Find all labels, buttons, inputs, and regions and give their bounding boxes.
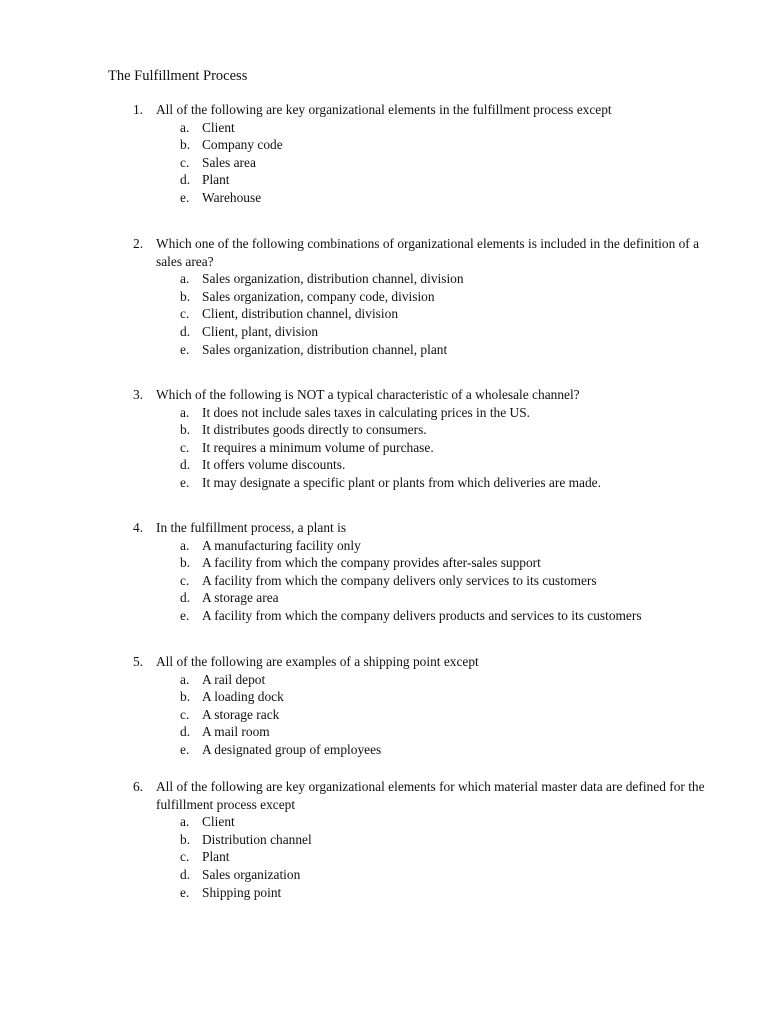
option-text: Sales organization, company code, division [202,288,435,304]
option-letter: b. [180,288,191,304]
option-letter: c. [180,306,190,322]
option-d [0,723,768,741]
option-b [0,288,768,306]
option-letter: c. [180,706,190,722]
option-letter: d. [180,724,191,740]
question-text: Which of the following is NOT a typical characteristic of a wholesale channel? [156,387,580,402]
option-text: Client, plant, division [202,323,319,339]
option-text: Sales area [202,154,256,170]
option-list [0,119,768,207]
option-e [0,607,768,625]
option-c [0,305,768,323]
option-text: A loading dock [202,689,284,705]
option-d [0,171,768,189]
option-c [0,154,768,172]
option-b [0,421,768,439]
option-c [0,848,768,866]
option-a [0,813,768,831]
option-letter: e. [180,607,190,623]
option-letter: e. [180,741,190,757]
option-letter: a. [180,537,190,553]
question-text: All of the following are examples of a shipping point except [156,654,479,669]
option-letter: e. [180,474,190,490]
option-text: Company code [202,137,283,153]
document-title: The Fulfillment Process [108,68,248,84]
option-text: A storage rack [202,706,280,722]
option-text: A mail room [202,724,270,740]
option-e [0,341,768,359]
option-text: Distribution channel [202,831,312,847]
option-text: A facility from which the company delivers products and services to its customers [202,607,642,623]
option-text: Shipping point [202,884,282,900]
option-letter: c. [180,572,190,588]
option-text: A designated group of employees [202,741,382,757]
option-text: A facility from which the company provides after-sales support [202,555,541,571]
option-b [0,136,768,154]
option-list [0,270,768,358]
option-a [0,270,768,288]
option-letter: c. [180,154,190,170]
option-text: Sales organization [202,866,301,882]
option-b [0,688,768,706]
option-text: It distributes goods directly to consumers. [202,422,427,438]
question-number: 2. [133,236,144,251]
option-letter: b. [180,831,191,847]
option-text: Sales organization, distribution channel, division [202,271,464,287]
option-a [0,404,768,422]
option-text: Client, distribution channel, division [202,306,399,322]
option-letter: b. [180,137,191,153]
option-a [0,671,768,689]
option-letter: c. [180,439,190,455]
option-d [0,589,768,607]
option-text: Warehouse [202,189,262,205]
question-number: 3. [133,387,144,402]
option-letter: a. [180,404,190,420]
option-c [0,706,768,724]
option-list [0,537,768,625]
option-letter: d. [180,457,191,473]
option-letter: d. [180,323,191,339]
option-text: Client [202,814,235,830]
option-text: A manufacturing facility only [202,537,361,553]
option-letter: d. [180,172,191,188]
option-letter: d. [180,590,191,606]
option-text: Sales organization, distribution channel, plant [202,341,448,357]
option-d [0,323,768,341]
option-letter: e. [180,341,190,357]
option-letter: a. [180,271,190,287]
option-text: A rail depot [202,671,266,687]
option-letter: a. [180,119,190,135]
option-b [0,554,768,572]
option-list [0,813,768,901]
option-a [0,119,768,137]
question-text: In the fulfillment process, a plant is [156,520,347,535]
option-c [0,572,768,590]
option-letter: e. [180,884,190,900]
question-text: All of the following are key organizational elements for which material master data are defined for the fulfillment process except [156,779,705,812]
option-letter: e. [180,189,190,205]
option-e [0,741,768,759]
option-text: It requires a minimum volume of purchase. [202,439,434,455]
option-e [0,474,768,492]
option-letter: a. [180,814,190,830]
option-text: Plant [202,172,230,188]
option-text: Client [202,119,235,135]
option-a [0,537,768,555]
option-text: It may designate a specific plant or plants from which deliveries are made. [202,474,601,490]
question-number: 4. [133,520,144,535]
option-letter: d. [180,866,191,882]
option-d [0,866,768,884]
option-text: A facility from which the company delivers only services to its customers [202,572,597,588]
option-b [0,831,768,849]
question-number: 1. [133,102,144,117]
question-number: 5. [133,654,144,669]
option-e [0,189,768,207]
option-list [0,404,768,492]
option-list [0,671,768,759]
question-number: 6. [133,779,144,794]
option-text: It does not include sales taxes in calculating prices in the US. [202,404,530,420]
option-c [0,439,768,457]
option-letter: b. [180,555,191,571]
option-text: It offers volume discounts. [202,457,346,473]
option-text: A storage area [202,590,279,606]
question-text: Which one of the following combinations of organizational elements is included in the definition of a sales area? [156,236,700,269]
option-letter: b. [180,422,191,438]
option-text: Plant [202,849,230,865]
option-letter: a. [180,671,190,687]
option-d [0,456,768,474]
option-e [0,884,768,902]
option-letter: c. [180,849,190,865]
option-letter: b. [180,689,191,705]
question-text: All of the following are key organizational elements in the fulfillment process except [156,102,612,117]
